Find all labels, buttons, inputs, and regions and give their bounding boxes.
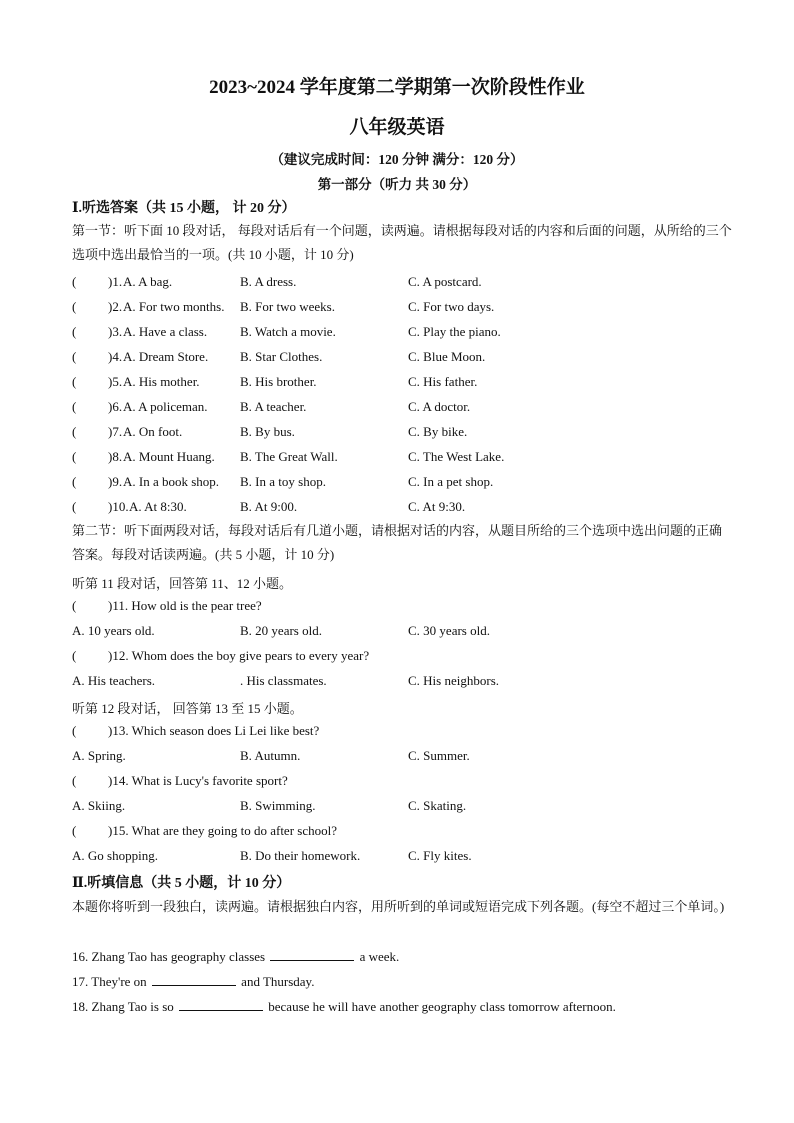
option-a: A. A bag. (123, 274, 173, 289)
answer-paren: ( (72, 274, 77, 289)
answer-paren: ( (72, 773, 77, 788)
fill-question (72, 973, 732, 990)
exam-subtitle: 八年级英语 (349, 117, 445, 138)
question-row (72, 474, 732, 494)
question-text: because he will have another geography class tomorrow afternoon. (268, 999, 616, 1014)
answer-paren: ( (72, 474, 77, 489)
question-row (72, 424, 732, 444)
answer-paren: ( (72, 598, 77, 613)
fill-question (72, 948, 732, 965)
option-c: C. A postcard. (408, 274, 482, 289)
answer-blank[interactable] (179, 998, 263, 1011)
question-text: )13. Which season does Li Lei like best? (108, 723, 320, 738)
option-a: A. His teachers. (72, 673, 156, 688)
question-number: )4. (108, 349, 123, 364)
option-row (72, 848, 732, 868)
option-c: C. 30 years old. (408, 623, 490, 638)
option-a: A. 10 years old. (72, 623, 155, 638)
answer-paren: ( (72, 299, 77, 314)
answer-blank[interactable] (270, 948, 354, 961)
answer-paren: ( (72, 499, 77, 514)
question-number: )9. (108, 474, 123, 489)
answer-paren: ( (72, 648, 77, 663)
option-c: C. A doctor. (408, 399, 471, 414)
option-b: B. Autumn. (240, 748, 301, 763)
question-row (72, 374, 732, 394)
option-a: A. A policeman. (123, 399, 208, 414)
option-b: B. 20 years old. (240, 623, 322, 638)
option-c: C. The West Lake. (408, 449, 505, 464)
question-row (72, 598, 732, 618)
option-c: C. By bike. (408, 424, 468, 439)
option-b: . His classmates. (240, 673, 327, 688)
question-text: )15. What are they going to do after school? (108, 823, 337, 838)
option-c: C. His father. (408, 374, 478, 389)
option-c: C. In a pet shop. (408, 474, 494, 489)
question-number: )2. (108, 299, 123, 314)
question-row (72, 299, 732, 319)
option-a: A. His mother. (123, 374, 200, 389)
option-row (72, 798, 732, 818)
option-a: A. Dream Store. (123, 349, 209, 364)
question-text: 16. Zhang Tao has geography classes (72, 949, 266, 964)
answer-paren: ( (72, 723, 77, 738)
option-row (72, 748, 732, 768)
question-row (72, 449, 732, 469)
option-b: B. A teacher. (240, 399, 307, 414)
option-b: B. Watch a movie. (240, 324, 336, 339)
question-row (72, 499, 732, 519)
exam-title: 2023~2024 学年度第二学期第一次阶段性作业 (209, 77, 585, 98)
time-note: （建议完成时间：120 分钟 满分：120 分） (270, 152, 524, 167)
answer-paren: ( (72, 399, 77, 414)
option-b: B. By bus. (240, 424, 295, 439)
answer-blank[interactable] (152, 973, 236, 986)
option-row (72, 673, 732, 693)
section-intro: 本题你将听到一段独白，读两遍。请根据独白内容，用所听到的单词或短语完成下列各题。(每空不超过三个单词。) (72, 899, 725, 914)
part-heading: 第一部分（听力 共 30 分） (317, 177, 477, 192)
answer-paren: ( (72, 374, 77, 389)
question-row (72, 723, 732, 743)
option-b: B. Do their homework. (240, 848, 361, 863)
option-a: A. Mount Huang. (123, 449, 215, 464)
option-b: B. Swimming. (240, 798, 316, 813)
option-a: A. Spring. (72, 748, 126, 763)
dialog-intro: 听第 12 段对话， 回答第 13 至 15 小题。 (72, 701, 303, 716)
answer-paren: ( (72, 324, 77, 339)
option-c: C. Skating. (408, 798, 467, 813)
option-a: A. On foot. (123, 424, 183, 439)
section-heading: Ⅰ.听选答案（共 15 小题， 计 20 分） (72, 201, 296, 216)
question-number: )5. (108, 374, 123, 389)
option-b: B. A dress. (240, 274, 297, 289)
question-row (72, 823, 732, 843)
question-text: )14. What is Lucy's favorite sport? (108, 773, 288, 788)
question-row (72, 773, 732, 793)
question-text: 17. They're on (72, 974, 147, 989)
option-b: B. Star Clothes. (240, 349, 323, 364)
answer-paren: ( (72, 349, 77, 364)
option-c: C. Summer. (408, 748, 470, 763)
option-b: B. For two weeks. (240, 299, 335, 314)
option-c: C. For two days. (408, 299, 495, 314)
dialog-intro: 听第 11 段对话，回答第 11、12 小题。 (72, 576, 293, 591)
question-number: )6. (108, 399, 123, 414)
section-heading: Ⅱ.听填信息（共 5 小题，计 10 分） (72, 876, 291, 891)
question-row (72, 324, 732, 344)
question-text: 18. Zhang Tao is so (72, 999, 174, 1014)
option-c: C. Blue Moon. (408, 349, 486, 364)
question-text: and Thursday. (241, 974, 315, 989)
question-row (72, 274, 732, 294)
option-a: A. At 8:30. (129, 499, 187, 514)
option-c: C. At 9:30. (408, 499, 466, 514)
question-number: )7. (108, 424, 123, 439)
option-b: B. The Great Wall. (240, 449, 338, 464)
question-number: )10. (108, 499, 129, 514)
option-a: A. Go shopping. (72, 848, 158, 863)
question-row (72, 648, 732, 668)
option-b: B. His brother. (240, 374, 317, 389)
question-row (72, 399, 732, 419)
question-number: )8. (108, 449, 123, 464)
option-c: C. Fly kites. (408, 848, 472, 863)
option-a: A. Have a class. (123, 324, 208, 339)
question-number: )1. (108, 274, 123, 289)
question-row (72, 349, 732, 369)
answer-paren: ( (72, 823, 77, 838)
question-text: )11. How old is the pear tree? (108, 598, 262, 613)
option-c: C. Play the piano. (408, 324, 501, 339)
section-intro: 第二节：听下面两段对话，每段对话后有几道小题，请根据对话的内容，从题目所给的三个选项中选出问题的正确答案。每段对话读两遍。(共 5 小题，计 10 分) (72, 523, 723, 562)
question-text: a week. (359, 949, 400, 964)
answer-paren: ( (72, 449, 77, 464)
question-text: )12. Whom does the boy give pears to every year? (108, 648, 370, 663)
section-intro: 第一节：听下面 10 段对话， 每段对话后有一个问题，读两遍。请根据每段对话的内容和后面的问题，从所给的三个选项中选出最恰当的一项。(共 10 小题，计 10 分) (72, 223, 732, 262)
option-a: A. For two months. (123, 299, 225, 314)
question-number: )3. (108, 324, 123, 339)
option-row (72, 623, 732, 643)
option-a: A. Skiing. (72, 798, 126, 813)
answer-paren: ( (72, 424, 77, 439)
option-a: A. In a book shop. (123, 474, 220, 489)
option-c: C. His neighbors. (408, 673, 499, 688)
option-b: B. In a toy shop. (240, 474, 326, 489)
fill-question (72, 998, 732, 1015)
option-b: B. At 9:00. (240, 499, 298, 514)
